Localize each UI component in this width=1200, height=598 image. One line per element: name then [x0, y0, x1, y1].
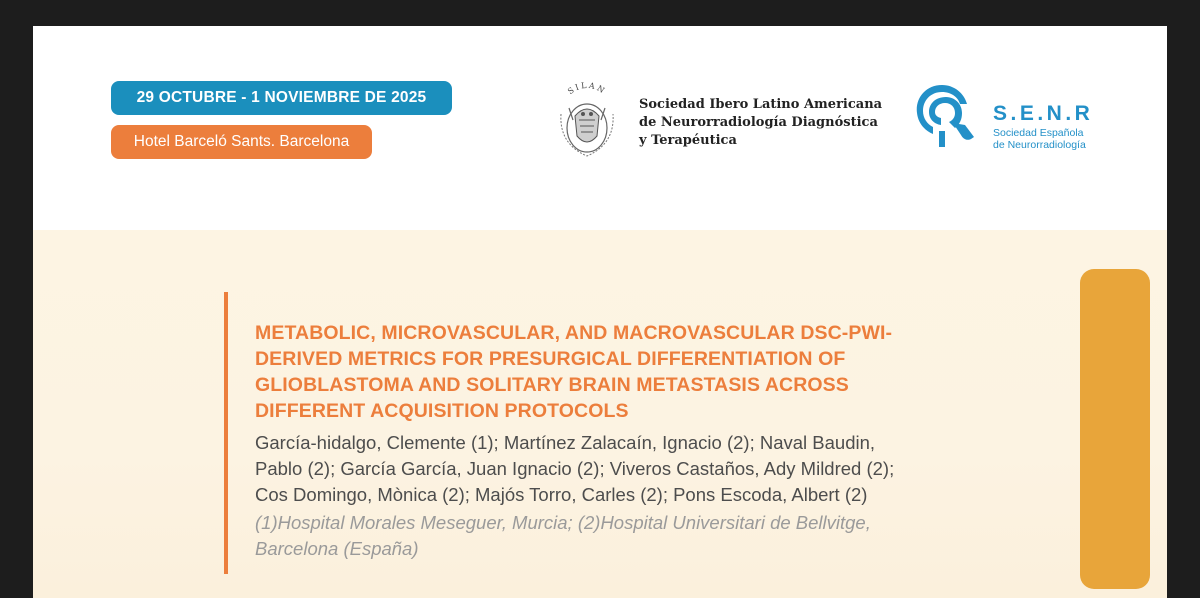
event-venue-badge: Hotel Barceló Sants. Barcelona	[111, 125, 372, 159]
silan-name-line: de Neurorradiología Diagnóstica	[639, 115, 878, 130]
title-line: DERIVED METRICS FOR PRESURGICAL DIFFERENTIATION OF	[255, 348, 846, 370]
poster-header	[33, 26, 1167, 230]
title-line: DIFFERENT ACQUISITION PROTOCOLS	[255, 400, 629, 422]
affiliation-line: (1)Hospital Morales Meseguer, Murcia; (2)Hospital Universitari de Bellvitge,	[255, 512, 871, 533]
authors-line: Pablo (2); García García, Juan Ignacio (2); Viveros Castaños, Ady Mildred (2);	[255, 458, 895, 479]
affiliation-line: Barcelona (España)	[255, 538, 419, 559]
event-dates-badge: 29 OCTUBRE - 1 NOVIEMBRE DE 2025	[111, 81, 452, 115]
silan-seal-logo	[553, 78, 621, 158]
senr-acronym: S.E.N.R	[993, 102, 1094, 125]
silan-seal-text: SILAN	[566, 80, 608, 97]
senr-name-line: Sociedad Española	[993, 127, 1084, 139]
abstract-title	[255, 320, 1045, 424]
svg-text:SILAN	[566, 81, 608, 96]
side-decoration-tab	[1080, 269, 1150, 589]
title-line: METABOLIC, MICROVASCULAR, AND MACROVASCULAR DSC-PWI-	[255, 322, 893, 344]
senr-brain-logo	[909, 79, 979, 151]
authors-line: García-hidalgo, Clemente (1); Martínez Zalacaín, Ignacio (2); Naval Baudin,	[255, 432, 876, 453]
senr-name-line: de Neurorradiología	[993, 139, 1086, 151]
abstract-affiliations	[255, 510, 871, 562]
silan-name-line: y Terapéutica	[639, 133, 737, 148]
title-line: GLIOBLASTOMA AND SOLITARY BRAIN METASTASIS ACROSS	[255, 374, 849, 396]
abstract-authors	[255, 430, 894, 508]
senr-society-name	[993, 127, 1086, 151]
silan-society-name	[639, 96, 882, 150]
authors-line: Cos Domingo, Mònica (2); Majós Torro, Carles (2); Pons Escoda, Albert (2)	[255, 484, 868, 505]
abstract-accent-bar	[224, 292, 228, 574]
silan-name-line: Sociedad Ibero Latino Americana	[639, 97, 883, 112]
